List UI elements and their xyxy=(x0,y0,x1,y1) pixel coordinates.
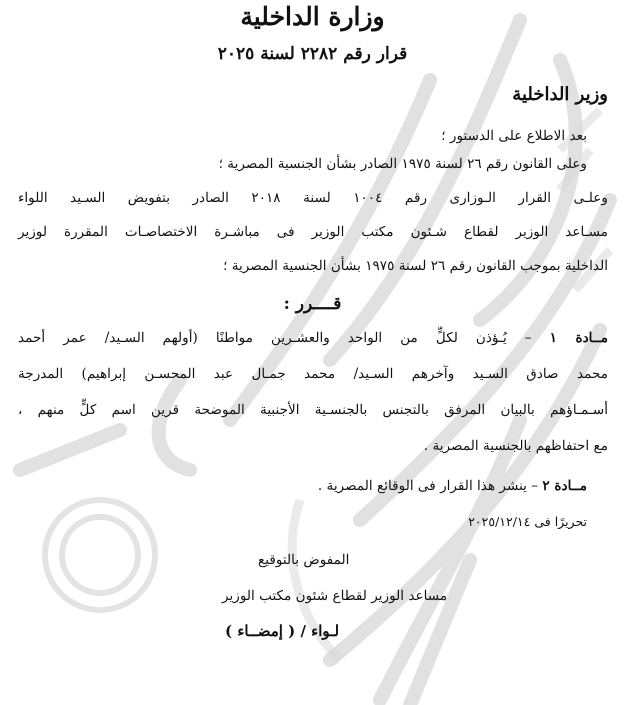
minister-heading: وزير الداخلية xyxy=(512,84,608,105)
preamble-ministerial-decree-line1: وعلـى القرار الـوزارى رقم ١٠٠٤ لسنة ٢٠١٨ الصادر بتفويض السـيد اللواء xyxy=(18,190,608,206)
article-2-label: مــادة ٢ xyxy=(542,478,587,494)
rank-signature: لـواء / ( إمضــاء ) xyxy=(225,622,340,640)
delegate-label: المفوض بالتوقيع xyxy=(258,552,350,568)
article-1-label: مــادة ١ xyxy=(549,330,609,346)
article-2 xyxy=(318,478,587,494)
issue-date: تحريرًا فى ٢٠٢٥/١٢/١٤ xyxy=(468,514,587,529)
assistant-minister-label: مساعد الوزير لقطاع شئون مكتب الوزير xyxy=(222,588,448,604)
article-2-text: – ينشر هذا القرار فى الوقائع المصرية . xyxy=(317,478,543,494)
preamble-ministerial-decree-line3: الداخلية بموجب القانون رقم ٢٦ لسنة ١٩٧٥ بشأن الجنسية المصرية ؛ xyxy=(223,258,608,274)
article-1-line3: أسـمـاؤهم بالبيان المرفق بالتجنس بالجنسـية الأجنبية الموضحة قرين اسم كلٍّ منهم ، xyxy=(18,402,608,418)
decided-heading: قــــرر : xyxy=(283,294,342,314)
article-1-line4: مع احتفاظهم بالجنسية المصرية . xyxy=(423,438,608,454)
decision-number: قرار رقم ٢٢٨٢ لسنة ٢٠٢٥ xyxy=(217,44,408,64)
article-1-text: – يُـؤذن لكلٍّ من الواحد والعشـرين مواطنًا (أولهم السـيد/ عمر أحمد xyxy=(18,330,550,346)
preamble-constitution: بعد الاطلاع على الدستور ؛ xyxy=(441,128,587,144)
article-1-line2: محمد صادق السـيد وآخرهم السـيد/ محمد جمـال عبد المحسـن إبراهيم) المدرجة xyxy=(18,366,608,382)
ministry-title: وزارة الداخلية xyxy=(240,2,385,31)
article-1-line1 xyxy=(18,330,608,346)
preamble-nationality-law: وعلى القانون رقم ٢٦ لسنة ١٩٧٥ الصادر بشأن الجنسية المصرية ؛ xyxy=(218,156,587,172)
preamble-ministerial-decree-line2: مسـاعد الوزير لقطاع شـئون مكتب الوزير فى مباشـرة الاختصاصـات المقررة لوزير xyxy=(18,224,608,240)
